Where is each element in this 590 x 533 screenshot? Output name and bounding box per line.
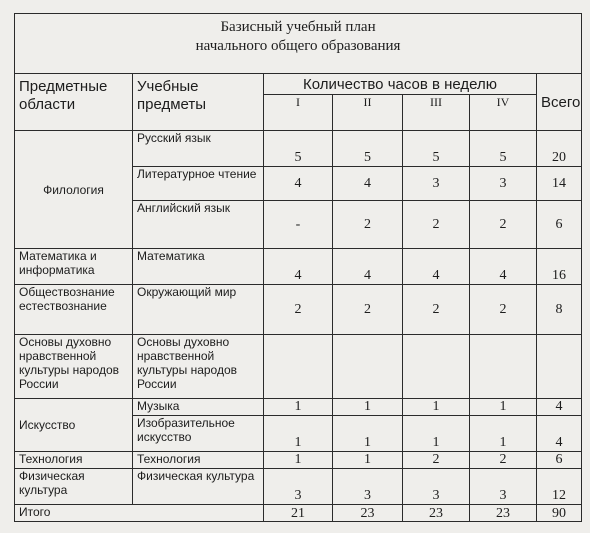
grand-total-cell: 90 [537,505,582,522]
hours-cell: 1 [333,416,403,452]
hours-cell [264,335,333,399]
hours-cell: 1 [333,399,403,416]
row-total-cell: 6 [537,201,582,249]
table-title [15,14,582,74]
grade-total-cell: 21 [264,505,333,522]
title-line-1: Базисный учебный план [220,19,376,35]
row-total-cell: 6 [537,452,582,469]
hours-cell: 3 [470,469,537,505]
hours-cell: 1 [264,399,333,416]
area-cell: Основы духовно нравственной культуры народов России [15,335,133,399]
hours-cell: 1 [333,452,403,469]
row-total-cell: 8 [537,285,582,335]
totals-row [15,505,582,522]
area-cell: Технология [15,452,133,469]
grade-header-1: I [264,95,333,131]
grade-total-cell: 23 [333,505,403,522]
grade-total-cell: 23 [470,505,537,522]
subject-cell: Окружающий мир [133,285,264,335]
hours-cell: 4 [264,167,333,201]
table-row [15,452,582,469]
row-total-cell: 14 [537,167,582,201]
grade-header-3: III [403,95,470,131]
subject-cell: Русский язык [133,131,264,167]
hours-cell: 1 [403,416,470,452]
hours-cell: 1 [470,416,537,452]
title-line-2: начального общего образования [195,38,401,54]
table-row [15,285,582,335]
header-subject: Учебные предметы [133,74,264,131]
subject-cell: Изобразительное искусство [133,416,264,452]
hours-cell: 4 [264,249,333,285]
hours-cell: 4 [470,249,537,285]
row-total-cell: 16 [537,249,582,285]
table-row [15,469,582,505]
row-total-cell: 4 [537,399,582,416]
hours-cell [470,335,537,399]
row-total-cell [537,335,582,399]
hours-cell: 2 [470,452,537,469]
hours-cell: 2 [403,452,470,469]
hours-cell: 5 [333,131,403,167]
hours-cell: 2 [470,285,537,335]
subject-cell: Физическая культура [133,469,264,505]
hours-cell: 4 [403,249,470,285]
area-cell: Математика и информатика [15,249,133,285]
hours-cell: 2 [333,201,403,249]
table-row [15,131,582,167]
hours-cell: - [264,201,333,249]
area-cell: Филология [15,131,133,249]
hours-cell: 2 [470,201,537,249]
subject-cell: Математика [133,249,264,285]
subject-cell: Литературное чтение [133,167,264,201]
hours-cell [403,335,470,399]
hours-cell: 3 [333,469,403,505]
totals-label: Итого [15,505,264,522]
hours-cell: 1 [403,399,470,416]
hours-cell: 3 [403,167,470,201]
hours-cell: 4 [333,167,403,201]
row-total-cell: 12 [537,469,582,505]
hours-cell: 3 [403,469,470,505]
hours-cell: 2 [264,285,333,335]
hours-cell: 2 [403,201,470,249]
table-row [15,335,582,399]
grade-header-4: IV [470,95,537,131]
header-area: Предметные области [15,74,133,131]
header-hours-per-week: Количество часов в неделю [264,74,537,95]
hours-cell: 3 [264,469,333,505]
area-cell: Искусство [15,399,133,452]
hours-cell: 5 [403,131,470,167]
grade-total-cell: 23 [403,505,470,522]
curriculum-table [14,13,582,522]
subject-cell: Технология [133,452,264,469]
hours-cell: 1 [470,399,537,416]
hours-cell: 3 [470,167,537,201]
hours-cell: 2 [333,285,403,335]
area-cell: Физическая культура [15,469,133,505]
subject-cell: Английский язык [133,201,264,249]
row-total-cell: 20 [537,131,582,167]
hours-cell: 5 [470,131,537,167]
table-row [15,399,582,416]
hours-cell: 1 [264,416,333,452]
area-cell: Обществознание естествознание [15,285,133,335]
hours-cell: 4 [333,249,403,285]
subject-cell: Музыка [133,399,264,416]
table-row [15,249,582,285]
hours-cell: 2 [403,285,470,335]
hours-cell: 5 [264,131,333,167]
header-total: Всего [537,74,582,131]
hours-cell [333,335,403,399]
row-total-cell: 4 [537,416,582,452]
subject-cell: Основы духовно нравственной культуры народов России [133,335,264,399]
hours-cell: 1 [264,452,333,469]
grade-header-2: II [333,95,403,131]
